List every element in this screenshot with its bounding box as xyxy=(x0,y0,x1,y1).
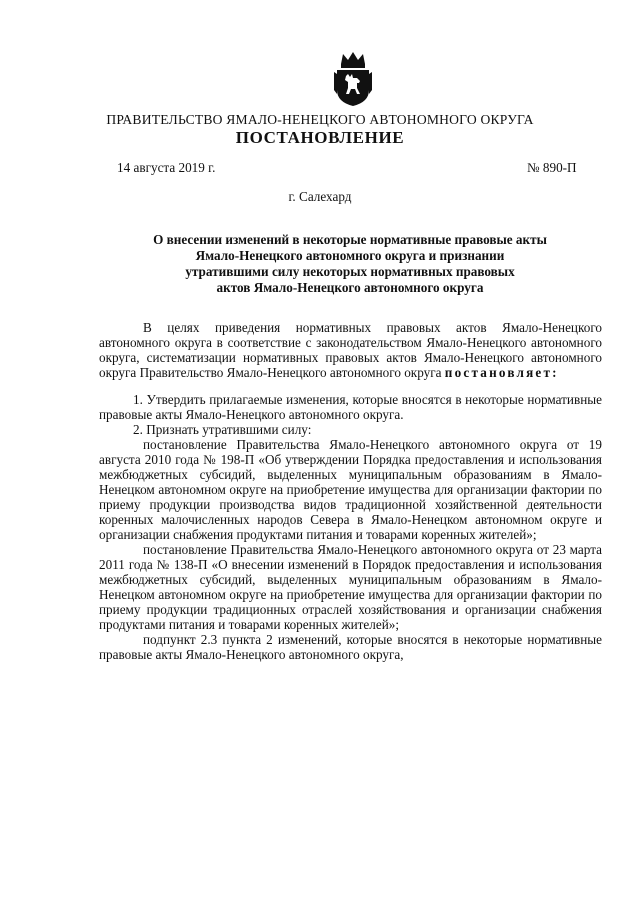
document-date: 14 августа 2019 г. xyxy=(117,160,216,175)
document-heading xyxy=(100,232,600,296)
document-city: г. Салехард xyxy=(288,189,352,204)
heading-line: актов Ямало-Ненецкого автономного округа xyxy=(216,280,484,295)
clause-paragraph: постановление Правительства Ямало-Ненецкого автономного округа от 23 марта 2011 года № 138-П «О внесении изменений в Порядок предоставления и использования межбюджетных субсидий, выделенных муниципальным образованиям в Ямало-Ненецком автономном округе на приобретение имущества для организации фактории по приему продукции традиционных отраслей хозяйствования и организации снабжения продуктами питания и товарами коренных жителей»; xyxy=(99,542,602,632)
preamble-text: В целях приведения нормативных правовых актов Ямало-Ненецкого автономного округа в соответствие с законодательством Ямало-Ненецкого автономного округа, систематизации нормативных правовых актов Ямало-Ненецкого автономного округа Правительство Ямало-Ненецкого автономного округа xyxy=(99,320,602,380)
document-body xyxy=(99,320,602,662)
item-paragraph: 2. Признать утратившими силу: xyxy=(133,422,312,437)
clause-paragraph: постановление Правительства Ямало-Ненецкого автономного округа от 19 августа 2010 года № 198-П «Об утверждении Порядка предоставления и использования межбюджетных субсидий, выделенных муниципальным образованиям в Ямало-Ненецком автономном округе на приобретение имущества для организации фактории по приему продукции производства видов традиционной хозяйственной деятельности коренных малочисленных народов Севера в Ямало-Ненецком автономном округе и организации снабжения продуктами питания и товарами коренных жителей»; xyxy=(99,437,602,542)
heading-line: утратившими силу некоторых нормативных правовых xyxy=(185,264,515,279)
government-name: ПРАВИТЕЛЬСТВО ЯМАЛО-НЕНЕЦКОГО АВТОНОМНОГО ОКРУГА xyxy=(106,112,534,127)
heading-line: Ямало-Ненецкого автономного округа и признании xyxy=(195,248,505,263)
preamble-paragraph xyxy=(99,320,602,380)
document-type-title: ПОСТАНОВЛЕНИЕ xyxy=(235,128,405,147)
decree-word: постановляет: xyxy=(444,365,559,380)
heading-line: О внесении изменений в некоторые нормативные правовые акты xyxy=(153,232,547,247)
item-paragraph: 1. Утвердить прилагаемые изменения, которые вносятся в некоторые нормативные правовые акты Ямало-Ненецкого автономного округа. xyxy=(99,392,602,422)
coat-of-arms-icon xyxy=(333,50,373,108)
document-number: № 890-П xyxy=(527,160,577,175)
clause-paragraph: подпункт 2.3 пункта 2 изменений, которые вносятся в некоторые нормативные правовые акты Ямало-Ненецкого автономного округа, xyxy=(99,632,602,662)
